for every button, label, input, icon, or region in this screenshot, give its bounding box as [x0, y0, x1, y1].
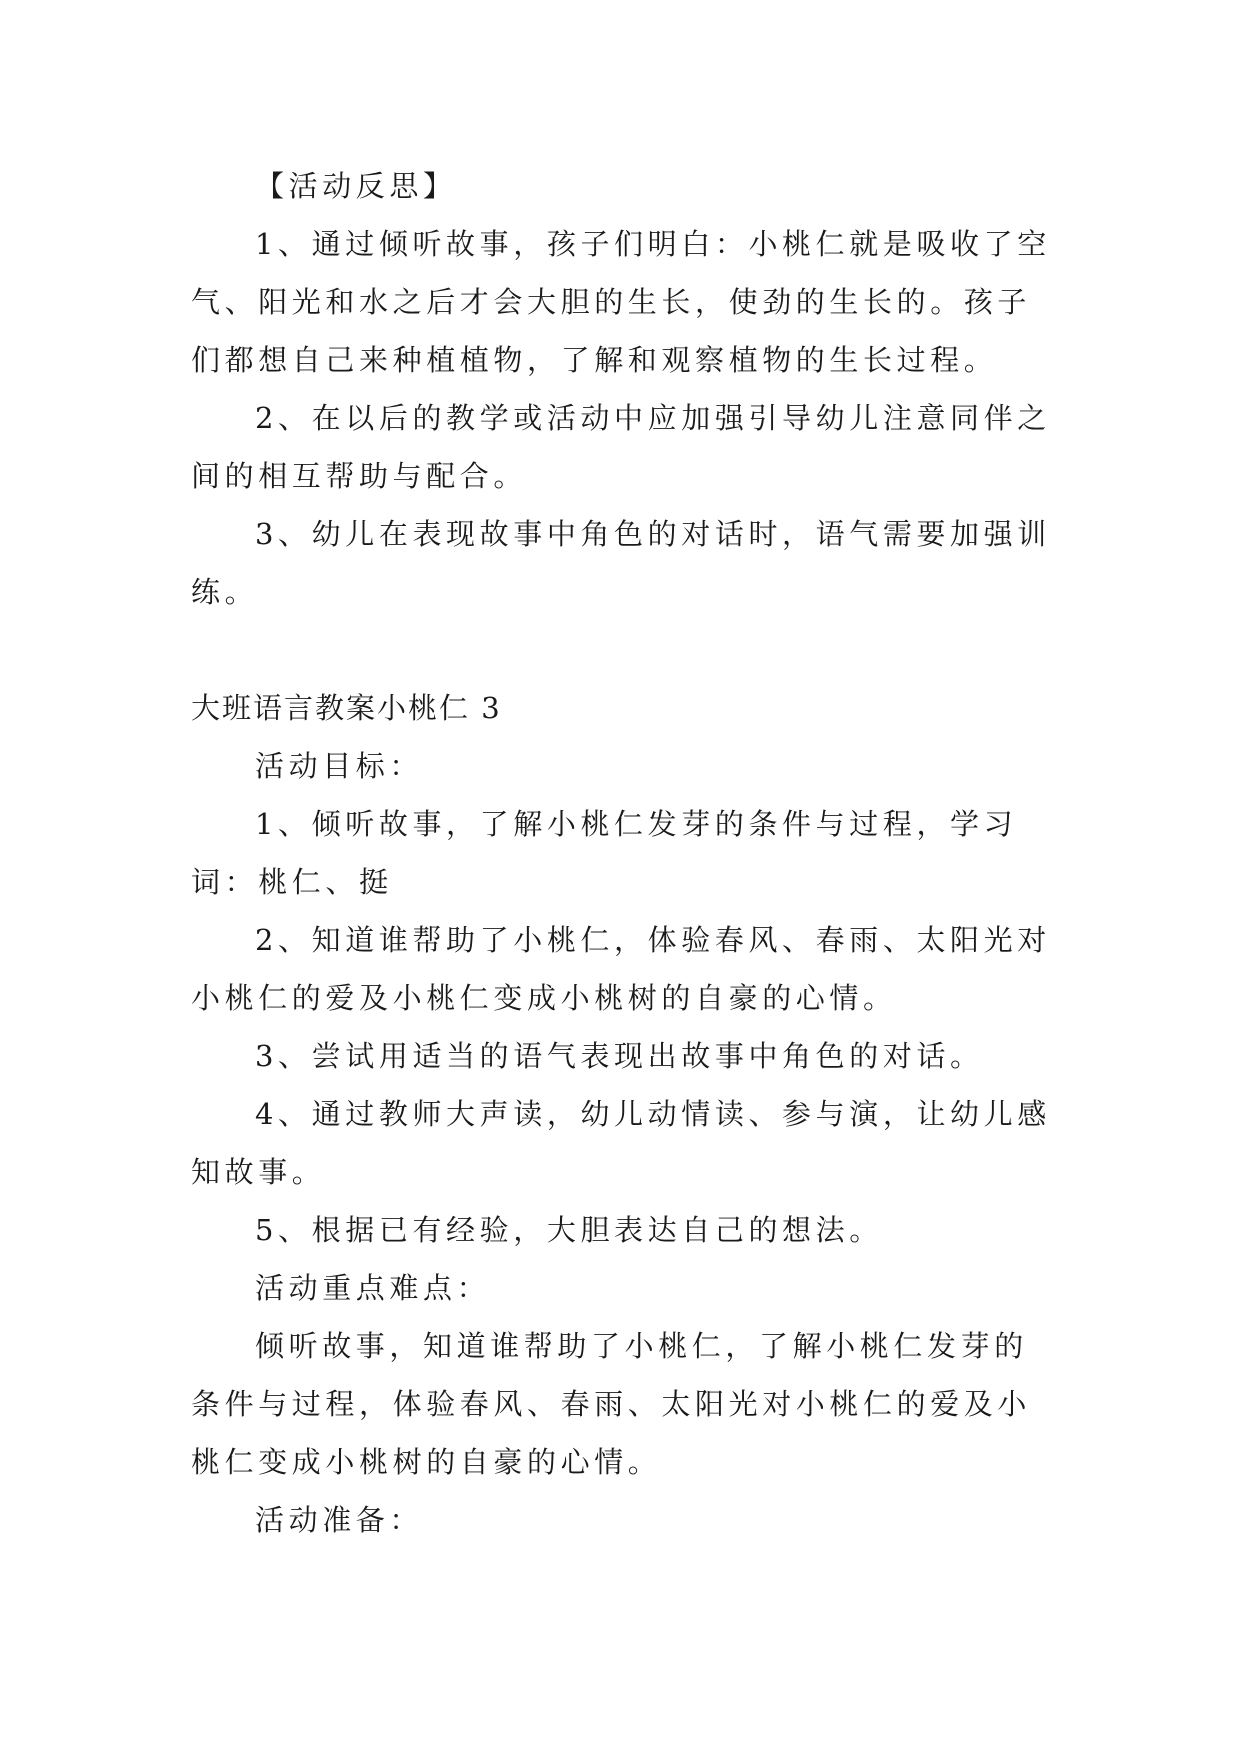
lesson-title: 大班语言教案小桃仁 3 — [191, 691, 502, 725]
goals-label: 活动目标： — [255, 749, 424, 783]
preparation-label: 活动准备： — [255, 1503, 424, 1537]
reflection-paragraph-1: 1、通过倾听故事，孩子们明白：小桃仁就是吸收了空气、阳光和水之后才会大胆的生长，使劲的生长的。孩子们都想自己来种植植物，了解和观察植物的生长过程。 — [191, 227, 1051, 377]
reflection-paragraph-3: 3、幼儿在表现故事中角色的对话时，语气需要加强训练。 — [191, 517, 1051, 609]
section-spacer — [191, 621, 1060, 679]
goal-item-5: 5、根据已有经验，大胆表达自己的想法。 — [255, 1213, 883, 1247]
key-points-label: 活动重点难点： — [255, 1271, 491, 1305]
reflection-paragraph-2: 2、在以后的教学或活动中应加强引导幼儿注意同伴之间的相互帮助与配合。 — [191, 401, 1051, 493]
document-body — [191, 157, 1060, 1549]
section-heading-reflection: 【活动反思】 — [255, 169, 457, 203]
key-points-paragraph: 倾听故事，知道谁帮助了小桃仁，了解小桃仁发芽的条件与过程，体验春风、春雨、太阳光对小桃仁的爱及小桃仁变成小桃树的自豪的心情。 — [191, 1329, 1032, 1479]
goal-item-4: 4、通过教师大声读，幼儿动情读、参与演，让幼儿感知故事。 — [191, 1097, 1051, 1189]
goal-item-2: 2、知道谁帮助了小桃仁，体验春风、春雨、太阳光对小桃仁的爱及小桃仁变成小桃树的自豪的心情。 — [191, 923, 1051, 1015]
goal-item-1: 1、倾听故事，了解小桃仁发芽的条件与过程，学习词：桃仁、挺 — [191, 807, 1018, 899]
goal-item-3: 3、尝试用适当的语气表现出故事中角色的对话。 — [255, 1039, 984, 1073]
